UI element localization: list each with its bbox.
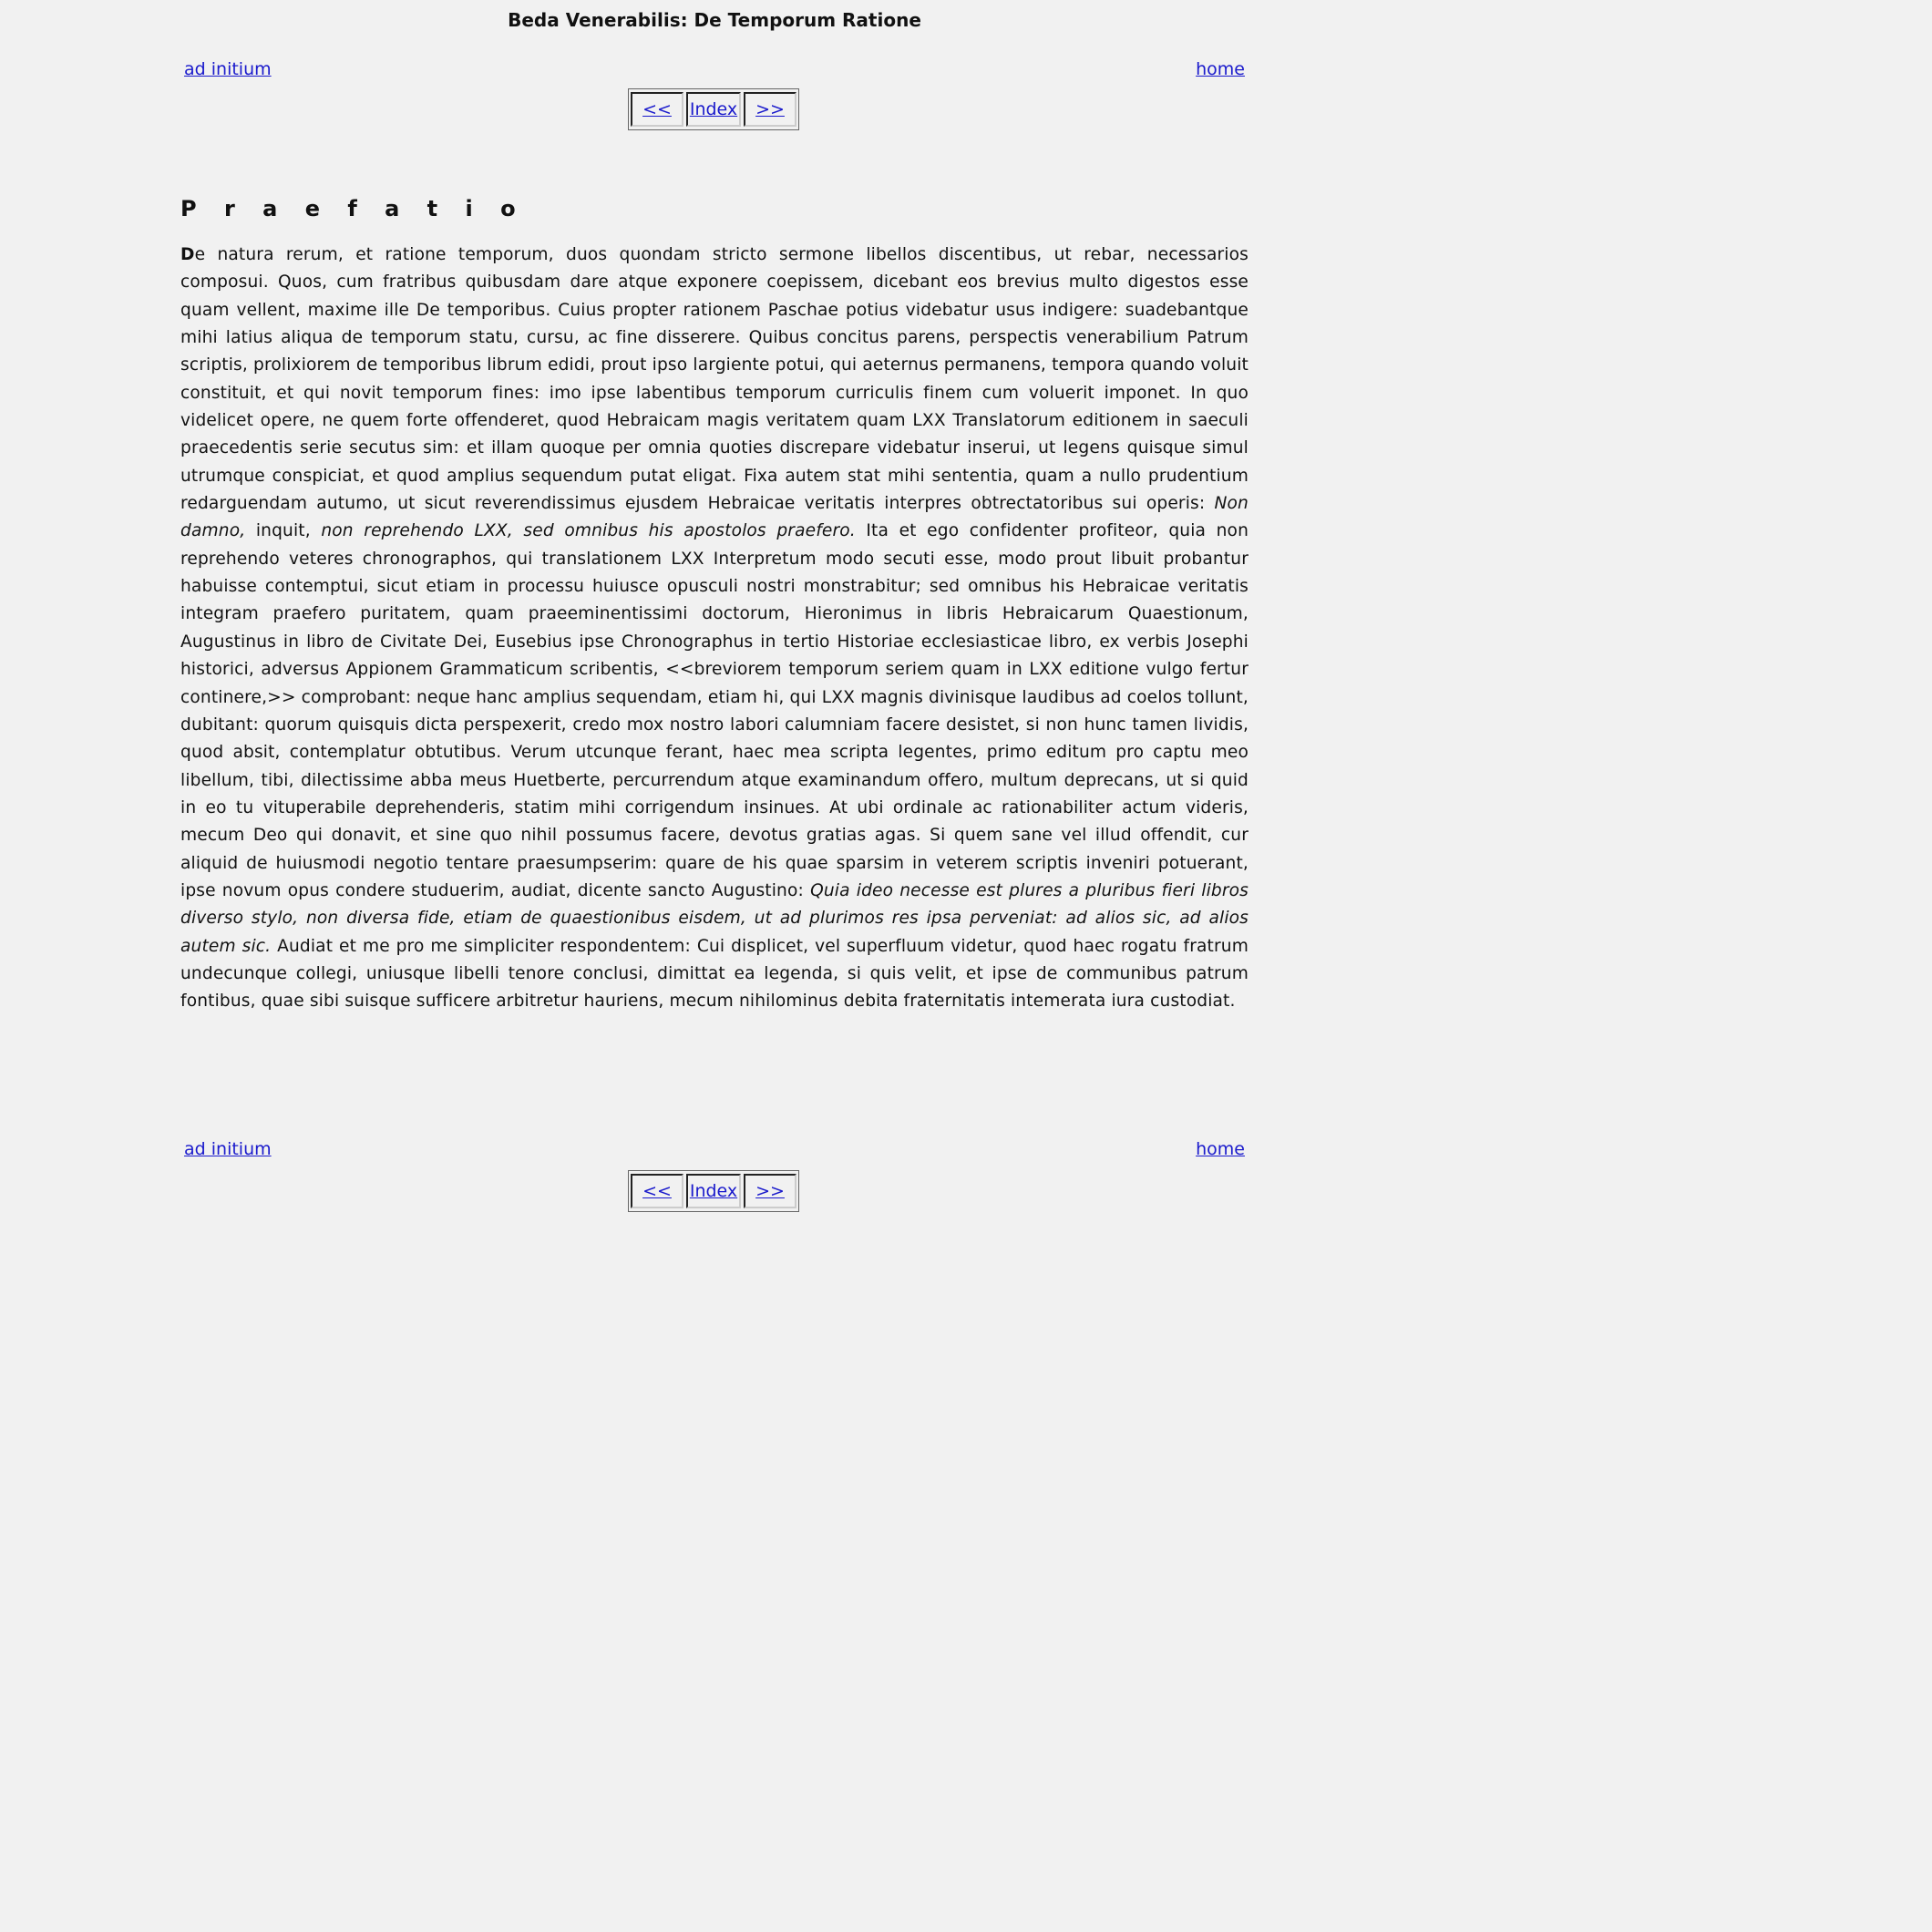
bottom-pager xyxy=(628,1170,799,1212)
bottom-next-link[interactable]: >> xyxy=(755,1181,785,1201)
text-segment: Ita et ego confidenter profiteor, quia non reprehendo veteres chronographos, qui translationem LXX Interpretum modo secuti esse, modo prout libuit probantur habuisse contemptui, sicut etiam in processu huiusce opusculi nostri monstrabitur; sed omnibus his Hebraicae veritatis integram praefero puritatem, quam praeeminentissimi doctorum, Hieronimus in libris Hebraicarum Quaestionum, Augustinus in libro de Civitate Dei, Eusebius ipse Chronographus in tertio Historiae ecclesiasticae libro, ex verbis Josephi historici, adversus Appionem Grammaticum scribentis, <<breviorem temporum seriem quam in LXX editione vulgo fertur continere,>> comprobant: neque hanc amplius sequendam, etiam hi, qui LXX magnis divinisque laudibus ad coelos tollunt, dubitant: quorum quisquis dicta perspexerit, credo mox nostro labori calumniam facere desistet, si non hunc tamen lividis, quod absit, contemplatur obtutibus. Verum utcunque ferant, haec mea scripta legentes, primo editum pro captu meo libellum, tibi, dilectissime abba meus Huetberte, percurrendum atque examinandum offero, multum deprecans, ut si quid in eo tu vituperabile deprehenderis, statim mihi corrigendum insinues. At ubi ordinale ac rationabiliter actum videris, mecum Deo qui donavit, et sine quo nihil possumus facere, devotus gratias agas. Si quem sane vel illud offendit, cur aliquid de huiusmodi negotio tentare praesumpserim: quare de his quae sparsim in veterem scriptis inveniri potuerant, ipse novum opus condere studuerim, audiat, dicente sancto Augustino: xyxy=(180,521,1249,900)
preface-body xyxy=(180,242,1249,1016)
bottom-home-link[interactable]: home xyxy=(1196,1139,1245,1159)
top-prev-link[interactable]: << xyxy=(642,99,672,119)
site-title: Beda Venerabilis: De Temporum Ratione xyxy=(508,9,921,31)
top-start-link[interactable]: ad initium xyxy=(184,59,272,79)
bottom-index-cell xyxy=(686,1174,741,1208)
bottom-prev-cell xyxy=(631,1174,683,1208)
text-segment-italic: Non damno, xyxy=(180,494,1249,541)
text-segment: Audiat et me pro me simpliciter respondentem: Cui displicet, vel superfluum videtur, quod haec rogatu fratrum undecunque collegi, uniusque libelli tenore conclusi, dimittat ea legenda, si quis velit, et ipse de communibus patrum fontibus, quae sibi suisque sufficere arbitretur hauriens, mecum nihilominus debita fraternitatis intemerata iura custodiat. xyxy=(180,936,1249,1012)
text-segment: e natura rerum, et ratione temporum, duos quondam stricto sermone libellos discentibus, ut rebar, necessarios composui. Quos, cum fratribus quibusdam dare atque exponere coepissem, dicebant eos brevius multo digestos esse quam vellent, maxime ille De temporibus. Cuius propter rationem Paschae potius videbatur usus indigere: suadebantque mihi latius aliqua de temporum statu, cursu, ac fine disserere. Quibus concitus parens, perspectis venerabilium Patrum scriptis, prolixiorem de temporibus librum edidi, prout ipso largiente potui, qui aeternus permanens, tempora quando voluit constituit, et qui novit temporum fines: imo ipse labentibus temporum curriculis finem cum voluerit imponet. In quo videlicet opere, ne quem forte offenderet, quod Hebraicam magis veritatem quam LXX Translatorum editionem in saeculi praecedentis serie secutus sim: et illam quoque per omnia quoties discrepare videbatur inserui, ut legens quisque simul utrumque conspiciat, et quod amplius sequendum putat eligat. Fixa autem stat mihi sententia, quam a nullo prudentium redarguendam autumo, ut sicut reverendissimus ejusdem Hebraicae veritatis interpres obtrectatoribus sui operis: xyxy=(180,245,1249,514)
top-index-link[interactable]: Index xyxy=(689,99,738,119)
section-heading: P r a e f a t i o xyxy=(180,196,526,221)
text-segment: inquit, xyxy=(245,521,322,541)
text-segment-italic: Quia ideo necesse est plures a pluribus fieri libros diverso stylo, non diversa fide, etiam de quaestionibus eisdem, ut ad plurimos res ipsa perveniat: ad alios sic, ad alios autem sic. xyxy=(180,880,1249,956)
bottom-index-link[interactable]: Index xyxy=(689,1181,738,1201)
bottom-next-cell xyxy=(744,1174,796,1208)
bottom-prev-link[interactable]: << xyxy=(642,1181,672,1201)
bottom-start-link[interactable]: ad initium xyxy=(184,1139,272,1159)
top-next-link[interactable]: >> xyxy=(755,99,785,119)
top-prev-cell xyxy=(631,92,683,127)
top-pager xyxy=(628,88,799,130)
top-home-link[interactable]: home xyxy=(1196,59,1245,79)
drop-initial: D xyxy=(180,245,195,264)
text-segment-italic: non reprehendo LXX, sed omnibus his apostolos praefero. xyxy=(321,521,856,541)
top-index-cell xyxy=(686,92,741,127)
top-next-cell xyxy=(744,92,796,127)
